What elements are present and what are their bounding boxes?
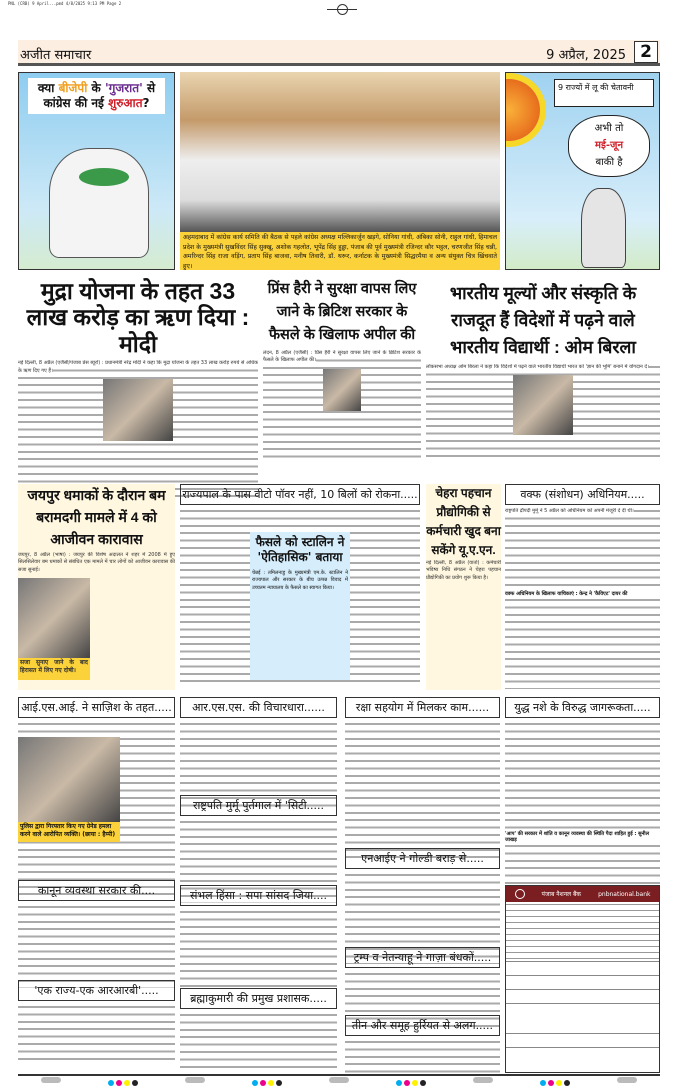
story-om-birla [426, 280, 660, 460]
article-lead: नई दिल्ली, 8 अप्रैल (वार्ता) : कर्मचारी भविष्य निधि संगठन ने चेहरा पहचान प्रौद्योगिकी का प्रयोग शुरू किया है। [426, 560, 501, 581]
story-face-recognition [426, 484, 501, 690]
birla-photo [513, 375, 573, 435]
speech-bubble [568, 115, 650, 177]
headline: राष्ट्रपति मुर्मू पुर्तगाल में 'सिटी..... [180, 795, 337, 816]
ad-row [506, 1034, 659, 1048]
cmyk-dots-icon [539, 1071, 571, 1090]
bubble-line: बाकी है [595, 157, 623, 168]
article-body [505, 721, 660, 829]
bank-logo-icon [515, 889, 525, 899]
article-body [263, 350, 421, 460]
photo-caption: अहमदाबाद में कांग्रेस कार्य समिति की बैठक से पहले कांग्रेस अध्यक्ष मल्लिकार्जुन खड़गे, सोनिया गांधी, अंबिका सोनी, राहुल गांधी, हिमाचल प्रदेश के मुख्यमंत्री सुखविंदर सिंह सुक्खू, अशोक गहलोत, भूपेंद्र सिंह हुड्डा, पंजाब की पूर्व मुख्यमंत्री रजिन्दर कौर भट्ठल, चरणजीत सिंह चन्नी, अमरिन्दर सिंह राजा वड़िंग, प्रताप सिंह बाजवा, मनीष तिवारी, डॉ. थरूर, कर्नाटक के मुख्यमंत्री सिद्धरमैया व अन्य संयुक्त चित्र खिंचवाते हुए। [180, 232, 500, 270]
cartoon-text: क्या [37, 81, 59, 95]
registration-mark-icon [327, 2, 357, 16]
bubble-line: अभी तो [594, 123, 624, 134]
article-body [180, 909, 337, 989]
story-prince-harry [263, 278, 421, 460]
headline: मुद्रा योजना के तहत 33 लाख करोड़ का ऋण दिया : मोदी [26, 278, 250, 357]
headline: युद्ध नशे के विरुद्ध जागरूकता..... [505, 697, 660, 718]
gray-swatch-icon [41, 1077, 61, 1083]
bank-website: pnbnational.bank [598, 890, 651, 898]
headline: प्रिंस हैरी ने सुरक्षा वापस लिए जाने के ब्रिटिश सरकार के फैसले के खिलाफ अपील की [267, 281, 417, 343]
headline: राज्यपाल के पास वीटो पॉवर नहीं, 10 बिलों को रोकना..... [180, 484, 420, 505]
cwc-group-photo [180, 72, 500, 232]
gray-swatch-icon [473, 1077, 493, 1083]
issue-date: 9 अप्रैल, 2025 [546, 48, 626, 63]
headline: एनआईए ने गोल्डी बराड़ से..... [345, 848, 500, 869]
article-body [18, 552, 175, 690]
ad-row [506, 1004, 659, 1034]
ad-row [506, 990, 659, 1004]
convicts-photo [18, 578, 90, 658]
photo-credit: (छाया : हैप्पी) [82, 831, 116, 838]
story-raksha [345, 697, 500, 861]
story-waqf [505, 484, 660, 689]
story-isi [18, 697, 175, 901]
article-lead: लंदन, 8 अप्रैल (एजैंसी) : प्रिंस हैरी ने सुरक्षा वापस लिए जाने के ब्रिटिश सरकार के फैसले के खिलाफ अपील की। [263, 350, 421, 364]
caption-text: पुलिस द्वारा गिरफ्तार किए गए ग्रेनेड हमला करने वाले आरोपित व्यक्ति। [20, 823, 112, 838]
article-body [180, 1012, 337, 1068]
story-rajyapal [180, 484, 420, 686]
cartoon-text: के [87, 81, 105, 95]
accused-photo [18, 737, 120, 822]
story-jaipur [18, 484, 175, 690]
cartoon-text-shuruaat: शुरुआत [108, 96, 143, 110]
headline: तीन और समूह हुर्रियत से अलग..... [345, 1015, 500, 1036]
story-yudh-nashe [505, 697, 660, 893]
subhead: 'आप' की सरकार में शांति व कानून व्यवस्था की स्थिति पैदा शाहित हुई : सुनील जाखड़ [505, 831, 649, 843]
headline: संभल हिंसा : सपा सांसद जिया.... [180, 885, 337, 906]
article-body [345, 1039, 500, 1073]
cmyk-dots-icon [107, 1071, 139, 1090]
print-slug: PNL (CRB) 9 April...pmd 4/8/2025 9:13 PM Page 2 [8, 1, 122, 6]
cartoon-man-illustration [581, 188, 626, 268]
story-sambhal [180, 885, 337, 989]
article-body [18, 360, 258, 500]
ad-row [506, 976, 659, 990]
article-body [505, 508, 660, 588]
masthead [18, 40, 660, 66]
ad-row [506, 1048, 659, 1070]
cartoon-text-gujarat: 'गुजरात' [104, 81, 143, 95]
sun-icon [505, 79, 540, 141]
headline: चेहरा पहचान प्रौद्योगिकी से कर्मचारी खुद बना सकेंगे यू.ए.एन. [426, 486, 501, 557]
headline: कानून व्यवस्था सरकार की.... [18, 880, 175, 901]
headline: 'एक राज्य-एक आरआरबी'..... [18, 980, 175, 1001]
cartoon-caption-box: 9 राज्यों में लू की चेतावनी [554, 79, 654, 107]
color-registration-bar [18, 1074, 660, 1084]
stalin-sidebar [250, 532, 350, 680]
heatwave-cartoon [505, 72, 660, 270]
political-cartoon [18, 72, 175, 270]
headline: रक्षा सहयोग में मिलकर काम...... [345, 697, 500, 718]
photo-caption [18, 822, 120, 842]
ad-table [506, 902, 659, 1070]
photo-caption: सजा सुनाए जाने के बाद हिरासत में लिए गए दोषी। [18, 658, 90, 680]
article-body [18, 904, 175, 988]
modi-photo [103, 379, 173, 441]
sidebar-headline: फैसले को स्टालिन ने 'ऐतिहासिक' बताया [255, 535, 345, 564]
story-brahmakumari [180, 988, 337, 1068]
cartoon-hand-icon [79, 168, 129, 186]
article-body [505, 597, 660, 689]
cartoon-text: ? [142, 96, 150, 110]
pnb-advertisement [505, 885, 660, 1073]
story-ek-rajya [18, 980, 175, 1064]
article-body [426, 560, 501, 690]
gray-swatch-icon [185, 1077, 205, 1083]
bubble-line-may-june: मई-जून [594, 140, 623, 151]
gray-swatch-icon [617, 1077, 637, 1083]
ad-header [506, 886, 659, 902]
headline: ब्रह्माकुमारी की प्रमुख प्रशासक..... [180, 988, 337, 1009]
headline: आई.एस.आई. ने साज़िश के तहत..... [18, 697, 175, 718]
headline: वक्फ (संशोधन) अधिनियम..... [505, 484, 660, 505]
headline: ट्रम्प व नेतन्याहू ने गाज़ा बंधकों..... [345, 947, 500, 968]
sidebar-body: चेन्नई : तमिलनाडु के मुख्यमंत्री एम.के. स्टालिन ने राज्यपाल और सरकार के बीच उत्पन्न विवाद में उच्चतम न्यायालय के फैसले का स्वागत किया। [252, 570, 348, 591]
cartoon-text-bjp: बीजेपी [58, 81, 88, 95]
cartoon-title [28, 78, 165, 114]
harry-photo [323, 369, 361, 411]
story-rss [180, 697, 337, 811]
article-lead: राष्ट्रपति द्रौपदी मुर्मू ने 5 अप्रैल को अधिनियम को अपनी मंजूरी दे दी थी। [505, 508, 634, 514]
story-kanoon [18, 880, 175, 988]
article-lead: नई दिल्ली, 8 अप्रैल (एजैंसी/पंजाब प्रेस ब्यूरो) : प्रधानमंत्री नरेंद्र मोदी ने कहा कि मुद्रा योजना के तहत 33 लाख करोड़ रुपये से अधिक के ऋण दिए गए हैं। [18, 360, 258, 374]
gray-swatch-icon [329, 1077, 349, 1083]
article-body [426, 364, 660, 460]
bank-name: पंजाब नैशनल बैंक [541, 891, 582, 898]
page-number: 2 [634, 41, 658, 63]
ad-row [506, 962, 659, 976]
headline: जयपुर धमाकों के दौरान बम बरामदगी मामले में 4 को आजीवन कारावास [27, 487, 166, 547]
cmyk-dots-icon [251, 1071, 283, 1090]
ad-notice-text [506, 902, 659, 962]
article-body [345, 721, 500, 861]
cmyk-dots-icon [395, 1071, 427, 1090]
article-body [18, 1004, 175, 1064]
headline: आर.एस.एस. की विचारधारा...... [180, 697, 337, 718]
cartoon-text: से कांग्रेस की नई [43, 81, 156, 110]
cartoon-figures-illustration [49, 148, 149, 258]
subhead: वक्फ अधिनियम के खिलाफ याचिकाएं : केन्द्र ने 'कैविएट' दायर की [505, 591, 628, 597]
story-mudra [18, 278, 258, 500]
story-hurriyat [345, 1015, 500, 1073]
headline: भारतीय मूल्यों और संस्कृति के राजदूत हैं विदेशों में पढ़ने वाले भारतीय विद्यार्थी : ओम बिरला [449, 283, 637, 357]
article-lead: लोकसभा अध्यक्ष ओम बिरला ने कहा कि विदेशों में पढ़ने वाले भारतीय विद्यार्थी भारत को 'ज्ञान की भूमि' बनाने में योगदान दें। [426, 364, 649, 370]
article-lead: जयपुर, 8 अप्रैल (भाषा) : जयपुर की विशेष अदालत ने शहर में 2008 में हुए सिलसिलेवार बम धमाकों से संबंधित एक मामले में चार लोगों को आजीवन कारावास की सजा सुनाई। [18, 552, 175, 573]
paper-name: अजीत समाचार [20, 48, 92, 63]
